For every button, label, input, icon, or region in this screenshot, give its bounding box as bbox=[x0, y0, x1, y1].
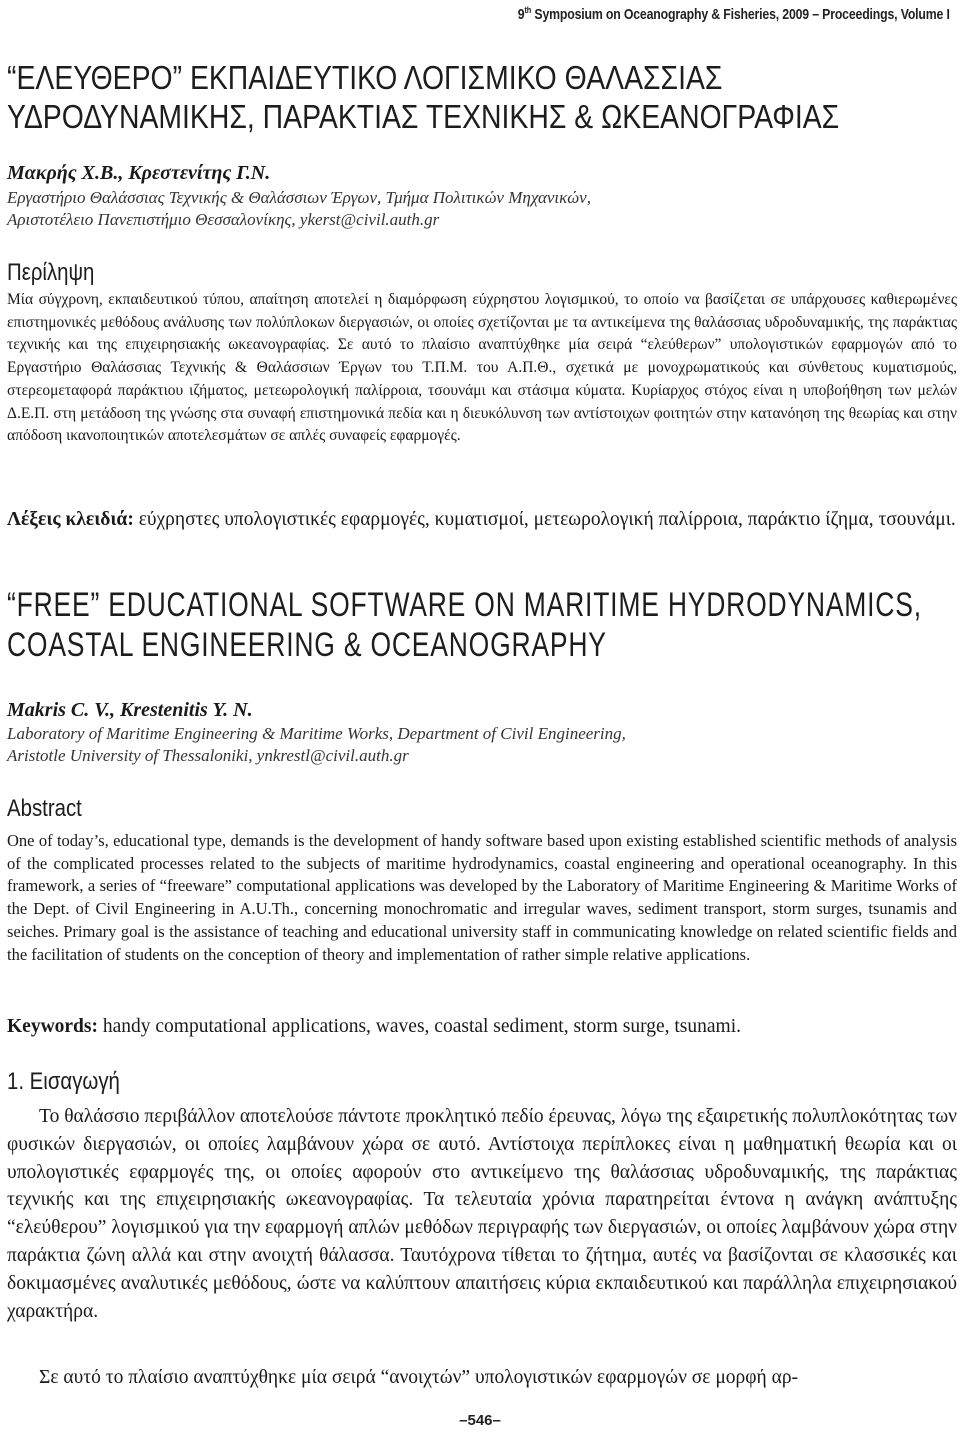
english-abstract-text: One of today’s, educational type, demands is the development of handy software based upon existing established scientific methods of analysis of the complicated processes related to the subjects of maritime hydrodynamics, coastal engineering and operational oceanography. In this framework, a series of “freeware” computational applications was developed by the Laboratory of Maritime Engineering & Maritime Works of the Dept. of Civil Engineering in A.U.Th., concerning monochromatic and irregular waves, sediment transport, storm surges, tsunamis and seiches. Primary goal is the assistance of teaching and educational university staff in communicating knowledge on related scientific fields and the facilitation of students on the conception of theory and implementation of rather simple relative applications. bbox=[7, 831, 957, 964]
greek-keywords bbox=[7, 505, 957, 535]
header-ordinal-suffix: th bbox=[524, 5, 532, 15]
intro-paragraph-2: Σε αυτό το πλαίσιο αναπτύχθηκε μία σειρά “ανοιχτών” υπολογιστικών εφαρμογών σε μορφή αρ- bbox=[39, 1367, 799, 1388]
greek-title-line-1: “ΕΛΕΥΘΕΡΟ” ΕΚΠΑΙΔΕΥΤΙΚΟ ΛΟΓΙΣΜΙΚΟ ΘΑΛΑΣΣΙΑΣ bbox=[7, 59, 723, 96]
intro-paragraph-1: Το θαλάσσιο περιβάλλον αποτελούσε πάντοτε προκλητικό πεδίο έρευνας, λόγω της εξαιρετικής πολυπλοκότητας των φυσικών διεργασιών, οι οποίες λαμβάνουν χώρα σε αυτό. Αντίστοιχα περίπλοκες είναι η μαθηματική θεωρία και οι υπολογιστικές εφαρμογές της, οι οποίες αφορούν στο αντικείμενο της θαλάσσιας υδροδυναμικής, της παράκτιας τεχνικής και της επιχειρησιακής ωκεανογραφίας. Τα τελευταία χρόνια παρατηρείται έντονα η ανάγκη ανάπτυξης “ελεύθερου” λογισμικού για την εφαρμογή απλών μεθόδων περιγραφής των διεργασιών, οι οποίες λαμβάνουν χώρα στην παράκτια ζώνη αλλά και στην ανοιχτή θάλασσα. Ταυτόχρονα τίθεται το ζήτημα, αυτές να βασίζονται σε κλασσικές και δοκιμασμένες αναλυτικές μεθόδους, ώστε να καλύπτουν απαιτήσεις κύρια εκπαιδευτικού και παράλληλα επιχειρησιακού χαρακτήρα. bbox=[7, 1106, 957, 1322]
intro-heading: 1. Εισαγωγή bbox=[7, 1068, 120, 1095]
page-number: –546– bbox=[459, 1412, 501, 1429]
running-header bbox=[518, 5, 950, 23]
greek-affiliation-line-1: Εργαστήριο Θαλάσσιας Τεχνικής & Θαλάσσιων Έργων, Τμήμα Πολιτικών Μηχανικών, bbox=[7, 188, 591, 207]
greek-title-line-2: ΥΔΡΟΔΥΝΑΜΙΚΗΣ, ΠΑΡΑΚΤΙΑΣ ΤΕΧΝΙΚΗΣ & ΩΚΕΑΝΟΓΡΑΦΙΑΣ bbox=[7, 98, 840, 135]
english-abstract-heading: Abstract bbox=[7, 795, 82, 822]
english-authors: Makris C. V., Krestenitis Y. N. bbox=[7, 699, 253, 721]
greek-abstract-heading: Περίληψη bbox=[7, 259, 95, 286]
english-affiliation bbox=[7, 723, 626, 767]
greek-keywords-label: Λέξεις κλειδιά: bbox=[7, 509, 134, 530]
header-ordinal: 9 bbox=[518, 6, 525, 23]
header-text: Symposium on Oceanography & Fisheries, 2009 – Proceedings, Volume I bbox=[531, 6, 950, 23]
english-affiliation-line-1: Laboratory of Maritime Engineering & Maritime Works, Department of Civil Engineering, bbox=[7, 724, 626, 743]
greek-abstract-text: Μία σύγχρονη, εκπαιδευτικού τύπου, απαίτηση αποτελεί η διαμόρφωση εύχρηστου λογισμικού, το οποίο να βασίζεται σε υπάρχουσες καθιερωμένες επιστημονικές μεθόδους ανάλυσης των πολύπλοκων διεργασιών, οι οποίες σχετίζονται με τα αντικείμενα της θαλάσσιας υδροδυναμικής, της παράκτιας τεχνικής και της επιχειρησιακής ωκεανογραφίας. Σε αυτό το πλαίσιο αναπτύχθηκε μία σειρά “ελεύθερων” υπολογιστικών εφαρμογών από το Εργαστήριο Θαλάσσιας Τεχνικής & Θαλάσσιων Έργων του Τ.Π.Μ. του Α.Π.Θ., σχετικά με μονοχρωματικούς και σύνθετους κυματισμούς, στερεομεταφορά παράκτιου ιζήματος, μετεωρολογική παλίρροια, τσουνάμι και στάσιμα κύματα. Κυρίαρχος στόχος είναι η υποβοήθηση των μελών Δ.Ε.Π. στη μετάδοση της γνώσης στα συναφή επιστημονικά πεδία και η διευκόλυνση των αντίστοιχων φοιτητών στην κατανόηση της θεωρίας και στην απόδοση ικανοποιητικών αποτελεσμάτων σε απλές συναφείς εφαρμογές. bbox=[7, 291, 957, 445]
greek-authors: Μακρής Χ.Β., Κρεστενίτης Γ.Ν. bbox=[7, 162, 271, 184]
english-affiliation-line-2: Aristotle University of Thessaloniki, ynkrestl@civil.auth.gr bbox=[7, 746, 409, 765]
english-keywords-text: handy computational applications, waves, coastal sediment, storm surge, tsunami. bbox=[98, 1016, 742, 1037]
english-title-line-2: COASTAL ENGINEERING & OCEANOGRAPHY bbox=[7, 626, 607, 664]
english-keywords-label: Keywords: bbox=[7, 1016, 98, 1037]
greek-affiliation bbox=[7, 187, 591, 231]
english-title bbox=[7, 585, 922, 665]
greek-title bbox=[7, 58, 839, 136]
greek-keywords-text: εύχρηστες υπολογιστικές εφαρμογές, κυματισμοί, μετεωρολογική παλίρροια, παράκτιο ίζημα, τσουνάμι. bbox=[133, 509, 956, 530]
english-keywords bbox=[7, 1013, 957, 1041]
english-title-line-1: “FREE” EDUCATIONAL SOFTWARE ON MARITIME HYDRODYNAMICS, bbox=[7, 586, 922, 624]
greek-affiliation-line-2: Αριστοτέλειο Πανεπιστήμιο Θεσσαλονίκης, ykerst@civil.auth.gr bbox=[7, 210, 440, 229]
